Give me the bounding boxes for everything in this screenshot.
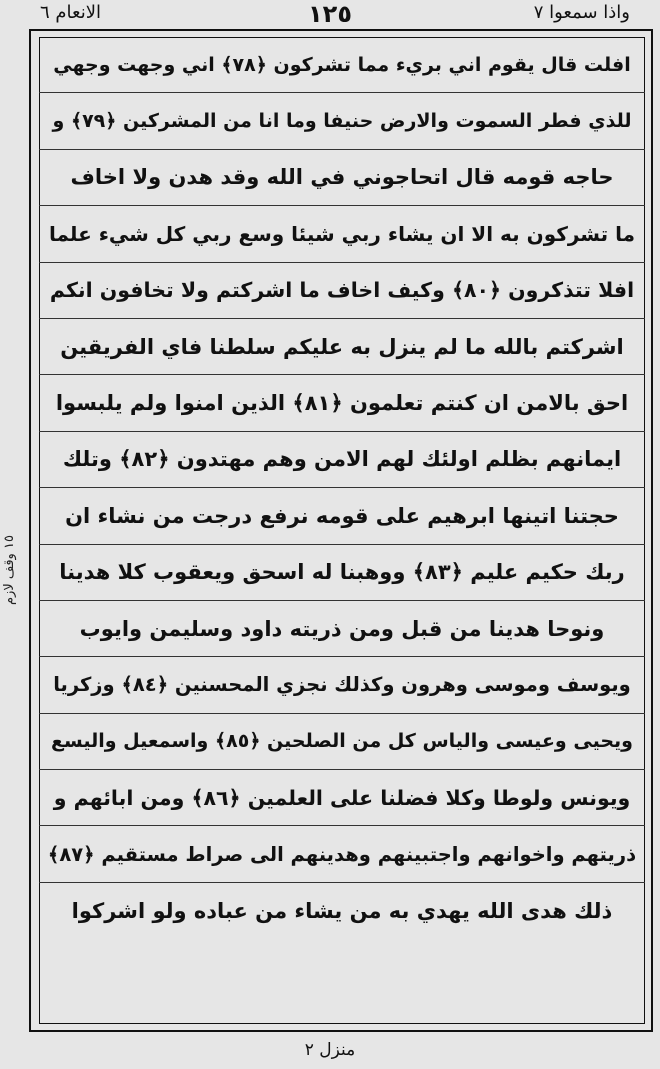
margin-note: ١٥ وقف لازم: [2, 535, 17, 605]
verse-line: [39, 601, 645, 657]
verse-text: احق بالامن ان كنتم تعلمون ﴿٨١﴾ الذين امنوا ولم يلبسوا: [55, 391, 629, 416]
verse-line: [39, 37, 645, 93]
verse-line: [39, 545, 645, 601]
manzil-footer: منزل ٢: [304, 1040, 356, 1060]
verse-text: ذلك هدى الله يهدي به من يشاء من عباده ولو اشركوا: [71, 899, 613, 924]
verse-text: ذريتهم واخوانهم واجتبينهم وهدينهم الى صراط مستقيم ﴿٨٧﴾: [47, 842, 637, 866]
verse-line: [39, 883, 645, 939]
verse-line: [39, 432, 645, 488]
verse-text: ايمانهم بظلم اولئك لهم الامن وهم مهتدون ﴿٨٢﴾ وتلك: [62, 447, 622, 472]
page-header: [0, 0, 660, 30]
verse-text: ربك حكيم عليم ﴿٨٣﴾ ووهبنا له اسحق ويعقوب كلا هدينا: [59, 560, 625, 585]
verse-text: ما تشركون به الا ان يشاء ربي شيئا وسع ربي كل شيء علما: [48, 221, 636, 246]
verse-line: [39, 150, 645, 206]
surah-title: الانعام ٦: [40, 2, 101, 23]
verse-line: [39, 93, 645, 149]
verse-text: للذي فطر السموت والارض حنيفا وما انا من المشركين ﴿٧٩﴾ و: [52, 110, 632, 133]
verse-text: افلت قال يقوم اني بريء مما تشركون ﴿٧٨﴾ اني وجهت وجهي: [53, 53, 631, 76]
verse-line: [39, 714, 645, 770]
verse-text: حاجه قومه قال اتحاجوني في الله وقد هدن ولا اخاف: [70, 165, 614, 190]
verse-text: ويوسف وموسى وهرون وكذلك نجزي المحسنين ﴿٨٤﴾ وزكريا: [53, 673, 631, 697]
verse-text: ونوحا هدينا من قبل ومن ذريته داود وسليمن وايوب: [79, 616, 605, 641]
verse-line: [39, 206, 645, 262]
verse-text: حجتنا اتينها ابرهيم على قومه نرفع درجت من نشاء ان: [65, 503, 619, 528]
verse-line: [39, 375, 645, 431]
verse-line: [39, 826, 645, 882]
verse-text: افلا تتذكرون ﴿٨٠﴾ وكيف اخاف ما اشركتم ولا تخافون انكم: [49, 278, 635, 303]
verse-line: [39, 657, 645, 713]
verse-line: [39, 488, 645, 544]
verse-lines: [39, 37, 645, 939]
verse-line: [39, 770, 645, 826]
juz-title: واذا سمعوا ٧: [533, 2, 630, 23]
verse-line: [39, 319, 645, 375]
verse-line: [39, 263, 645, 319]
verse-text: اشركتم بالله ما لم ينزل به عليكم سلطنا فاي الفريقين: [60, 334, 624, 359]
page-number: ١٢٥: [308, 0, 352, 28]
verse-text: ويحيى وعيسى والياس كل من الصلحين ﴿٨٥﴾ واسمعيل واليسع: [51, 730, 633, 753]
verse-text: ويونس ولوطا وكلا فضلنا على العلمين ﴿٨٦﴾ ومن ابائهم و: [53, 785, 631, 810]
